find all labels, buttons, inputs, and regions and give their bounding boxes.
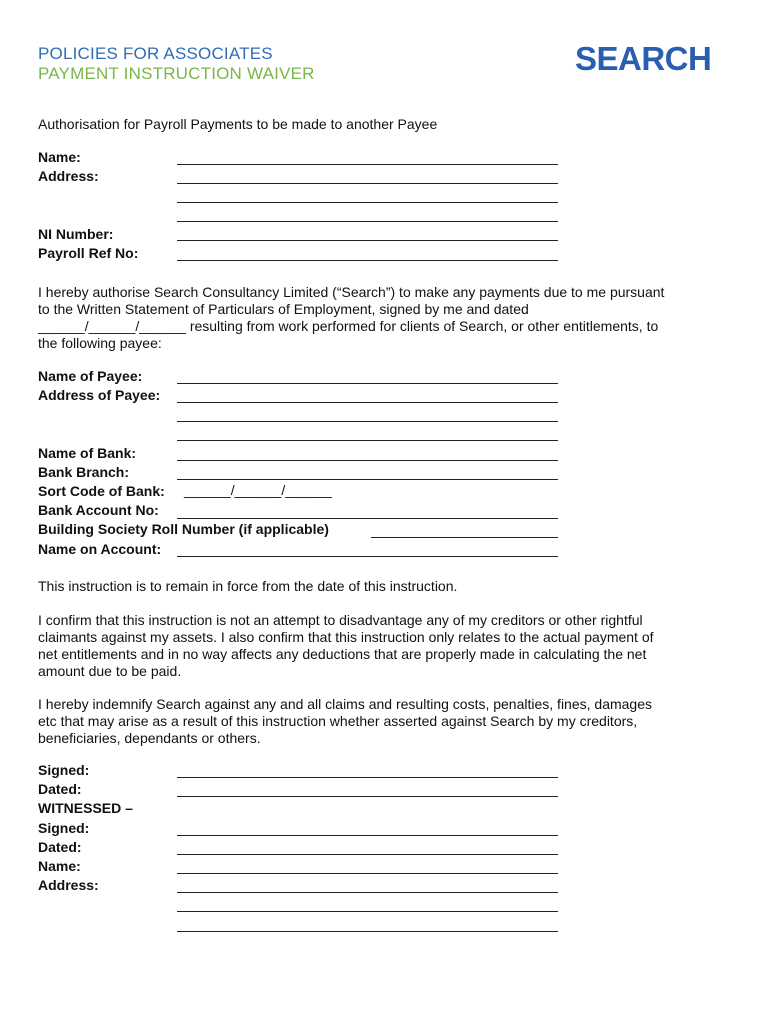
sort-code-field[interactable]: ______/______/______ [184, 482, 332, 498]
bank-name-field-line[interactable] [177, 460, 558, 461]
authorise-paragraph [38, 284, 738, 352]
name-field-line[interactable] [177, 164, 558, 165]
dated-field-line[interactable] [177, 796, 558, 797]
roll-number-field-line[interactable] [371, 537, 558, 538]
account-no-field-line[interactable] [177, 518, 558, 519]
paragraph-line: beneficiaries, dependants or others. [38, 730, 261, 746]
address-field-line[interactable] [177, 183, 558, 184]
name-on-account-field-line[interactable] [177, 556, 558, 557]
witness-name-label: Name: [38, 858, 81, 874]
witness-dated-label: Dated: [38, 839, 82, 855]
account-no-label: Bank Account No: [38, 502, 159, 518]
bank-branch-label: Bank Branch: [38, 464, 130, 480]
witness-name-field-line[interactable] [177, 873, 558, 874]
name-on-account-label: Name on Account: [38, 541, 162, 557]
paragraph-line: amount due to be paid. [38, 663, 182, 679]
paragraph-line: I confirm that this instruction is not an attempt to disadvantage any of my creditors or other rightful [38, 612, 643, 628]
payee-address-field-line[interactable] [177, 421, 558, 422]
payroll-ref-field-line[interactable] [177, 260, 558, 261]
paragraph-line: claimants against my assets. I also confirm that this instruction only relates to the actual payment of [38, 629, 654, 645]
sort-code-label: Sort Code of Bank: [38, 483, 165, 499]
ni-number-field-line[interactable] [177, 240, 558, 241]
address-label: Address: [38, 168, 99, 184]
witness-signed-field-line[interactable] [177, 835, 558, 836]
bank-branch-field-line[interactable] [177, 479, 558, 480]
paragraph-line: I hereby indemnify Search against any and all claims and resulting costs, penalties, fines, damages [38, 696, 653, 712]
ni-number-label: NI Number: [38, 226, 114, 242]
signed-label: Signed: [38, 762, 90, 778]
witness-address-label: Address: [38, 877, 99, 893]
payee-address-label: Address of Payee: [38, 387, 161, 403]
witness-address-field-line[interactable] [177, 931, 558, 932]
witness-address-field-line[interactable] [177, 911, 558, 912]
paragraph-line: ______/______/______ resulting from work performed for clients of Search, or other entitlements, to [38, 318, 659, 334]
witnessed-label: WITNESSED – [38, 800, 133, 816]
intro-text: Authorisation for Payroll Payments to be made to another Payee [38, 116, 438, 132]
payroll-ref-label: Payroll Ref No: [38, 245, 139, 261]
payee-name-field-line[interactable] [177, 383, 558, 384]
address-field-line[interactable] [177, 221, 558, 222]
roll-number-label: Building Society Roll Number (if applicable) [38, 521, 329, 537]
indemnify-paragraph [38, 696, 738, 747]
dated-label: Dated: [38, 781, 82, 797]
search-logo: SEARCH [575, 40, 712, 77]
signed-field-line[interactable] [177, 777, 558, 778]
form-category-title: POLICIES FOR ASSOCIATES [38, 44, 273, 63]
payee-address-field-line[interactable] [177, 402, 558, 403]
witness-address-field-line[interactable] [177, 892, 558, 893]
paragraph-line: etc that may arise as a result of this instruction whether asserted against Search by my creditors, [38, 713, 638, 729]
address-field-line[interactable] [177, 202, 558, 203]
witness-signed-label: Signed: [38, 820, 90, 836]
form-title: PAYMENT INSTRUCTION WAIVER [38, 64, 315, 83]
confirm-paragraph [38, 612, 738, 680]
paragraph-line: I hereby authorise Search Consultancy Limited (“Search”) to make any payments due to me pursuant [38, 284, 665, 300]
paragraph-line: to the Written Statement of Particulars of Employment, signed by me and dated [38, 301, 529, 317]
bank-name-label: Name of Bank: [38, 445, 137, 461]
payee-name-label: Name of Payee: [38, 368, 143, 384]
paragraph-line: net entitlements and in no way affects any deductions that are properly made in calculating the net [38, 646, 647, 662]
name-label: Name: [38, 149, 81, 165]
in-force-text: This instruction is to remain in force from the date of this instruction. [38, 578, 458, 594]
witness-dated-field-line[interactable] [177, 854, 558, 855]
paragraph-line: the following payee: [38, 335, 162, 351]
payee-address-field-line[interactable] [177, 440, 558, 441]
